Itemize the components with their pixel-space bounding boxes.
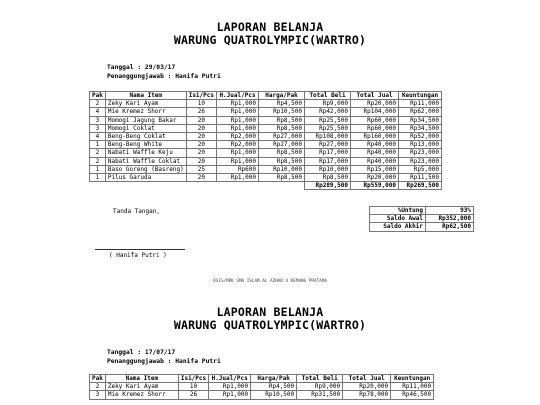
cell-total-beli: Rp10,000: [305, 165, 351, 173]
cell-total-beli: Rp27,000: [305, 141, 351, 149]
cell-isi-pcs: 20: [186, 157, 216, 165]
header-isi-pcs: Isi/Pcs: [186, 92, 216, 100]
header-keuntungan: Keuntungan: [391, 375, 434, 383]
cell-nama-item: Momogi Coklat: [105, 124, 186, 132]
cell-isi-pcs: 20: [186, 132, 216, 140]
cell-pak: 3: [90, 116, 106, 124]
totals-spacer: [217, 182, 259, 190]
cell-total-jual: Rp60,000: [351, 124, 399, 132]
cell-harga-jual-pcs: Rp1,000: [217, 157, 259, 165]
cell-harga-jual-pcs: Rp1,000: [217, 108, 259, 116]
totals-row: [90, 182, 442, 190]
summary-row: [370, 215, 474, 223]
cell-isi-pcs: 25: [186, 165, 216, 173]
report-subtitle-2: WARUNG QUATROLYMPIC(WARTRO): [173, 318, 367, 332]
cell-total-jual: Rp78,000: [343, 391, 391, 399]
cell-total-jual: Rp60,000: [351, 116, 399, 124]
cell-keuntungan: Rp46,500: [391, 391, 434, 399]
header-pak: Pak: [90, 375, 106, 383]
cell-total-beli: Rp25,500: [305, 116, 351, 124]
cell-total-beli: Rp9,000: [297, 383, 343, 391]
cell-pak: 3: [90, 124, 106, 132]
cell-harga-jual-pcs: Rp1,000: [217, 173, 259, 181]
header-harga-pak: Harga/Pak: [259, 92, 305, 100]
cell-total-beli: Rp9,000: [305, 100, 351, 108]
table-row: [90, 141, 442, 149]
keuntungan-sum: Rp269,500: [399, 182, 442, 190]
cell-isi-pcs: 20: [186, 141, 216, 149]
header-total-jual: Total Jual: [351, 92, 399, 100]
total-beli-sum: Rp289,500: [305, 182, 351, 190]
header-total-beli: Total Beli: [297, 375, 343, 383]
summary-label: Saldo Awal: [370, 215, 426, 223]
report-date-2: Tanggal : 17/07/17: [107, 349, 176, 356]
table-row: [90, 157, 442, 165]
header-harga-jual-pcs: H.Jual/Pcs: [209, 375, 251, 383]
cell-harga-pak: Rp10,000: [259, 165, 305, 173]
cell-keuntungan: Rp23,000: [399, 149, 442, 157]
cell-keuntungan: Rp23,000: [399, 157, 442, 165]
header-nama-item: Nama Item: [105, 375, 178, 383]
cell-total-beli: Rp42,000: [305, 108, 351, 116]
cell-harga-jual-pcs: Rp1,000: [217, 124, 259, 132]
header-harga-jual-pcs: H.Jual/Pcs: [217, 92, 259, 100]
cell-total-jual: Rp20,000: [351, 173, 399, 181]
cell-isi-pcs: 20: [186, 124, 216, 132]
cell-total-jual: Rp20,000: [343, 383, 391, 391]
cell-nama-item: Zeky Kari Ayam: [105, 383, 178, 391]
header-keuntungan: Keuntungan: [399, 92, 442, 100]
table-row: [90, 165, 442, 173]
totals-spacer: [105, 182, 186, 190]
table-row: [90, 391, 434, 399]
table-row: [90, 149, 442, 157]
cell-keuntungan: Rp13,000: [399, 141, 442, 149]
cell-harga-jual-pcs: Rp2,000: [217, 141, 259, 149]
table-row: [90, 383, 434, 391]
cell-total-jual: Rp40,000: [351, 149, 399, 157]
totals-spacer: [259, 182, 305, 190]
cell-harga-pak: Rp4,500: [259, 100, 305, 108]
signer-name: ( Hanifa Putri ): [109, 252, 167, 259]
cell-total-jual: Rp15,000: [351, 165, 399, 173]
table-header-row: [90, 375, 434, 383]
cell-total-beli: Rp31,500: [297, 391, 343, 399]
cell-pak: 4: [90, 132, 106, 140]
cell-harga-pak: Rp8,500: [259, 173, 305, 181]
cell-isi-pcs: 10: [186, 100, 216, 108]
shopping-table: [89, 91, 442, 190]
summary-row: [370, 223, 474, 231]
table-row: [90, 108, 442, 116]
cell-harga-pak: Rp8,500: [259, 149, 305, 157]
cell-total-jual: Rp40,000: [351, 141, 399, 149]
summary-label: Saldo Akhir: [370, 223, 426, 231]
cell-isi-pcs: 10: [178, 383, 208, 391]
cell-keuntungan: Rp5,000: [399, 165, 442, 173]
cell-harga-pak: Rp8,500: [259, 157, 305, 165]
cell-pak: 1: [90, 141, 106, 149]
cell-pak: 3: [90, 391, 106, 399]
cell-nama-item: Zeky Kari Ayam: [105, 100, 186, 108]
table-row: [90, 100, 442, 108]
cell-harga-pak: Rp10,500: [251, 391, 297, 399]
cell-harga-pak: Rp8,500: [259, 116, 305, 124]
cell-harga-jual-pcs: Rp600: [217, 165, 259, 173]
report-pic-2: Penanggungjawab : Hanifa Putri: [107, 358, 221, 365]
cell-nama-item: Baso Goreng (Basreng): [105, 165, 186, 173]
cell-nama-item: Beng-Beng Coklat: [105, 132, 186, 140]
cell-pak: 1: [90, 173, 106, 181]
cell-total-jual: Rp20,000: [351, 100, 399, 108]
cell-isi-pcs: 20: [186, 116, 216, 124]
header-nama-item: Nama Item: [105, 92, 186, 100]
cell-harga-pak: Rp10,500: [259, 108, 305, 116]
cell-total-beli: Rp25,500: [305, 124, 351, 132]
report-date: Tanggal : 29/03/17: [107, 64, 176, 71]
cell-isi-pcs: 26: [178, 391, 208, 399]
report-title-2: LAPORAN BELANJA: [216, 305, 324, 319]
cell-keuntungan: Rp62,000: [399, 108, 442, 116]
cell-keuntungan: Rp52,000: [399, 132, 442, 140]
cell-nama-item: Beng-Beng White: [105, 141, 186, 149]
cell-total-beli: Rp17,000: [305, 149, 351, 157]
cell-nama-item: Momogi Jagung Bakar: [105, 116, 186, 124]
header-pak: Pak: [90, 92, 106, 100]
cell-nama-item: Mie Kremez Shorr: [105, 391, 178, 399]
cell-harga-jual-pcs: Rp1,000: [209, 391, 251, 399]
cell-nama-item: Mie Kremez Shorr: [105, 108, 186, 116]
header-total-jual: Total Jual: [343, 375, 391, 383]
cell-pak: 2: [90, 157, 106, 165]
header-isi-pcs: Isi/Pcs: [178, 375, 208, 383]
cell-harga-jual-pcs: Rp1,000: [209, 383, 251, 391]
summary-label: %Untung: [370, 207, 426, 215]
summary-value: Rp352,000: [426, 215, 474, 223]
cell-isi-pcs: 20: [186, 173, 216, 181]
summary-value: Rp62,500: [426, 223, 474, 231]
cell-isi-pcs: 20: [186, 149, 216, 157]
table-row: [90, 132, 442, 140]
cell-harga-pak: Rp4,500: [251, 383, 297, 391]
cell-total-jual: Rp160,000: [351, 132, 399, 140]
cell-harga-jual-pcs: Rp2,000: [217, 132, 259, 140]
table-row: [90, 116, 442, 124]
summary-row: [370, 207, 474, 215]
cell-pak: 2: [90, 100, 106, 108]
cell-harga-jual-pcs: Rp1,000: [217, 149, 259, 157]
signature-label: Tanda Tangan,: [113, 208, 160, 215]
summary-value: 93%: [426, 207, 474, 215]
cell-pak: 4: [90, 108, 106, 116]
report-subtitle: WARUNG QUATROLYMPIC(WARTRO): [173, 33, 367, 47]
cell-isi-pcs: 26: [186, 108, 216, 116]
cell-total-jual: Rp104,000: [351, 108, 399, 116]
cell-nama-item: Nabati Waffle Coklat: [105, 157, 186, 165]
cell-keuntungan: Rp11,000: [391, 383, 434, 391]
table-row: [90, 173, 442, 181]
cell-pak: 2: [90, 149, 106, 157]
cell-harga-jual-pcs: Rp1,000: [217, 100, 259, 108]
cell-total-jual: Rp40,000: [351, 157, 399, 165]
table-header-row: [90, 92, 442, 100]
total-jual-sum: Rp559,000: [351, 182, 399, 190]
cell-harga-pak: Rp27,000: [259, 132, 305, 140]
cell-total-beli: Rp8,500: [305, 173, 351, 181]
totals-spacer: [90, 182, 106, 190]
cell-keuntungan: Rp34,500: [399, 116, 442, 124]
report-pic: Penanggungjawab : Hanifa Putri: [107, 73, 221, 80]
signature-line: [95, 249, 185, 250]
cell-keuntungan: Rp11,000: [399, 100, 442, 108]
header-total-beli: Total Beli: [305, 92, 351, 100]
cell-keuntungan: Rp34,500: [399, 124, 442, 132]
cell-harga-pak: Rp27,000: [259, 141, 305, 149]
cell-total-beli: Rp108,000: [305, 132, 351, 140]
cell-nama-item: Nabati Waffle Keju: [105, 149, 186, 157]
cell-harga-jual-pcs: Rp1,000: [217, 116, 259, 124]
report-title: LAPORAN BELANJA: [216, 20, 324, 34]
footer-text: OSIS/MPK SMA ISLAM AL AZHAR 4 KEMANG PRATAMA: [213, 279, 327, 284]
cell-nama-item: Pilus Garuda: [105, 173, 186, 181]
cell-keuntungan: Rp11,500: [399, 173, 442, 181]
cell-pak: 1: [90, 165, 106, 173]
shopping-table-2: [89, 374, 434, 400]
table-row: [90, 124, 442, 132]
cell-pak: 2: [90, 383, 106, 391]
cell-total-beli: Rp17,000: [305, 157, 351, 165]
cell-harga-pak: Rp8,500: [259, 124, 305, 132]
totals-spacer: [186, 182, 216, 190]
summary-table: [369, 206, 474, 232]
header-harga-pak: Harga/Pak: [251, 375, 297, 383]
